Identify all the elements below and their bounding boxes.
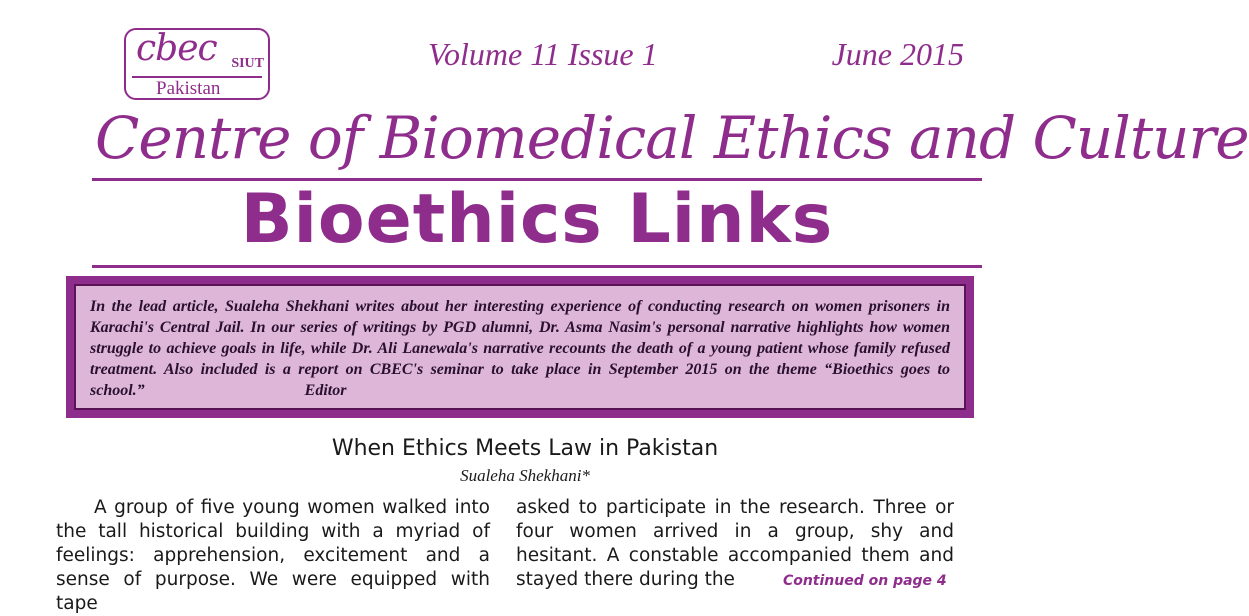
logo-country: Pakistan	[156, 78, 221, 99]
article-column-right-text: asked to participate in the research. Three or four women arrived in a group, shy and hesitant. A constable accompanied them and stayed there during the	[516, 497, 954, 590]
header-rule-bottom	[92, 265, 982, 268]
article-author: Sualeha Shekhani*	[460, 466, 590, 485]
article-title: When Ethics Meets Law in Pakistan	[331, 436, 719, 461]
logo-name: cbec	[136, 28, 217, 69]
editorial-box	[66, 276, 974, 418]
cbec-logo	[124, 28, 270, 100]
editorial-text-panel	[74, 284, 966, 410]
article-column-right	[516, 496, 954, 593]
editorial-text: In the lead article, Sualeha Shekhani writes about her interesting experience of conducting research on women prisoners in Karachi's Central Jail. In our series of writings by PGD alumni, Dr. Asma Nasim's personal narrative highlights how women struggle to achieve goals in life, while Dr. Ali Lanewala's narrative recounts the death of a young patient whose family refused treatment. Also included is a report on CBEC's seminar to take place in September 2015 on the theme “Bioethics goes to school.”	[90, 298, 950, 399]
continued-link[interactable]: Continued on page 4	[782, 573, 947, 589]
organization-title: Centre of Biomedical Ethics and Culture	[95, 104, 1249, 172]
article-column-left: A group of five young women walked into the tall historical building with a myriad of feelings: apprehension, excitement and a sense of purpose. We were equipped with tape	[56, 497, 490, 614]
newsletter-title: Bioethics Links	[240, 180, 834, 259]
logo-sub: SIUT	[231, 56, 264, 71]
volume-issue: Volume 11 Issue 1	[428, 36, 658, 72]
issue-date: June 2015	[831, 36, 964, 72]
editorial-signature: Editor	[304, 382, 347, 399]
